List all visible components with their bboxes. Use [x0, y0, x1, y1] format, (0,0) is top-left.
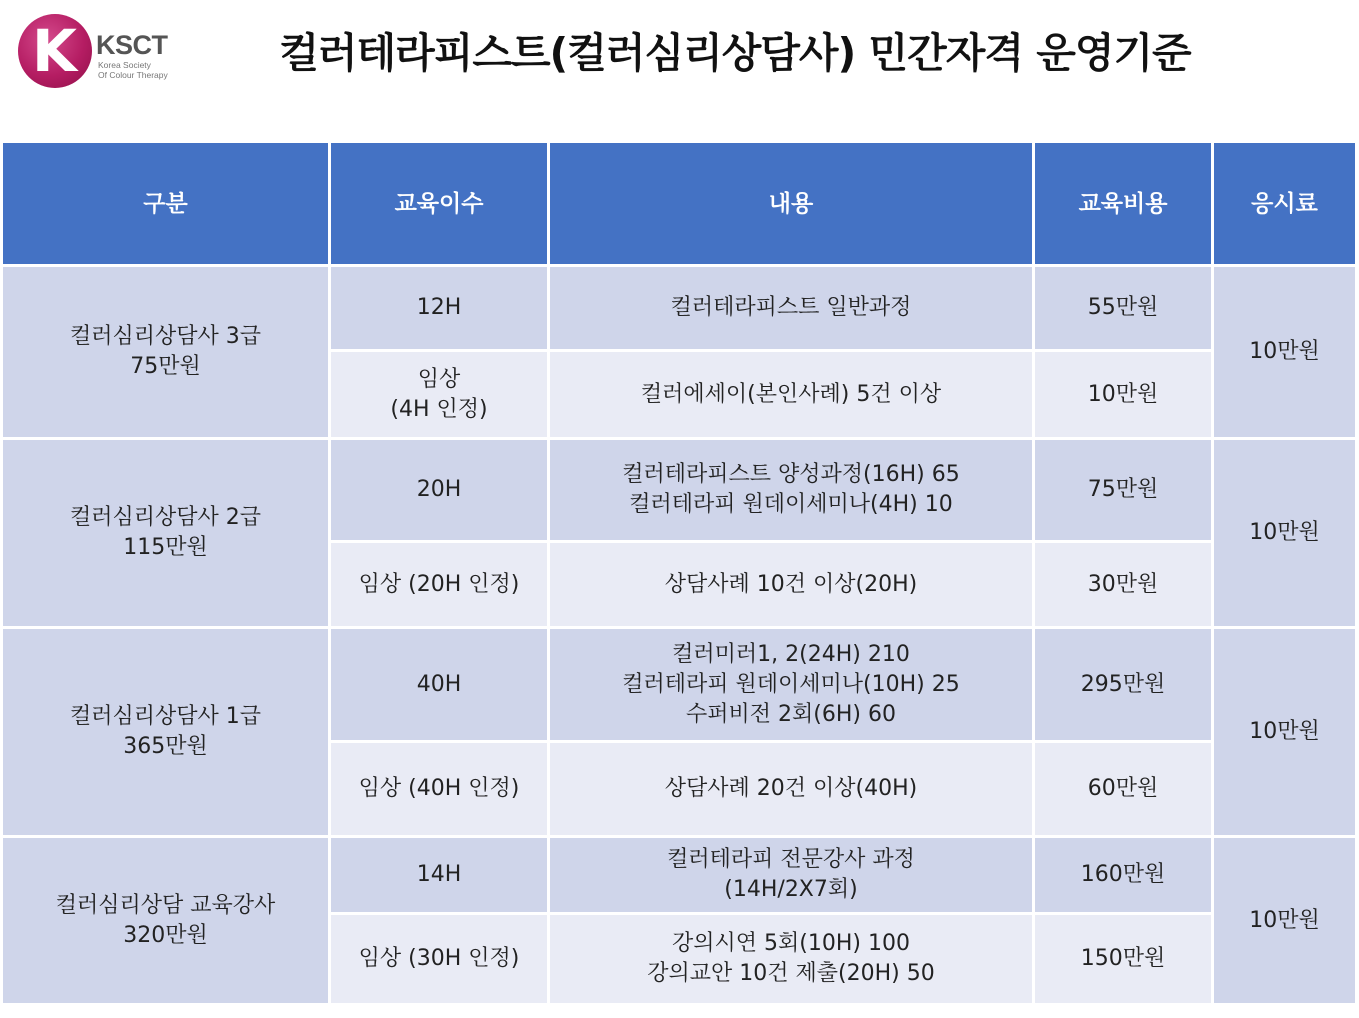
header-cost: 교육비용 — [1035, 143, 1211, 264]
cost-cell: 150만원 — [1035, 915, 1211, 1003]
education-text: 40H — [416, 671, 462, 697]
table-row — [3, 629, 1355, 740]
content-line: 컬러테라피 원데이세미나(10H) 25 — [622, 671, 960, 697]
content-line: 상담사례 10건 이상(20H) — [664, 571, 918, 597]
category-name: 컬러심리상담사 2급 — [69, 505, 261, 530]
education-text: 20H — [416, 477, 462, 502]
content-cell — [550, 352, 1032, 437]
logo-k-letter: K — [32, 17, 77, 85]
category-price: 75만원 — [130, 354, 201, 379]
cost-cell: 55만원 — [1035, 267, 1211, 349]
logo-subtitle-line: Of Colour Therapy — [98, 70, 168, 80]
header-education: 교육이수 — [331, 143, 547, 264]
qualification-table — [0, 140, 1358, 1006]
content-line: 컬러에세이(본인사례) 5건 이상 — [640, 381, 942, 407]
cost-cell: 160만원 — [1035, 838, 1211, 912]
content-line: 강의교안 10건 제출(20H) 50 — [647, 961, 935, 986]
content-cell — [550, 915, 1032, 1003]
education-cell — [331, 543, 547, 626]
table-row — [3, 440, 1355, 540]
exam-fee-cell: 10만원 — [1214, 838, 1355, 1003]
header-exam-fee: 응시료 — [1214, 143, 1355, 264]
education-text: 임상 (30H 인정) — [358, 946, 520, 971]
table-row — [3, 838, 1355, 912]
content-line: 상담사례 20건 이상(40H) — [664, 776, 918, 801]
education-text: (4H 인정) — [390, 396, 488, 422]
education-text: 임상 (20H 인정) — [358, 571, 520, 597]
logo-subtitle — [98, 60, 198, 80]
content-line: 컬러미러1, 2(24H) 210 — [672, 641, 910, 667]
content-line: (14H/2X7회) — [724, 877, 858, 902]
education-cell — [331, 915, 547, 1003]
education-text: 14H — [416, 862, 462, 887]
page-title: 컬러테라피스트(컬러심리상담사) 민간자격 운영기준 — [279, 29, 1191, 77]
cost-cell: 295만원 — [1035, 629, 1211, 740]
content-cell — [550, 440, 1032, 540]
category-name: 컬러심리상담 교육강사 — [55, 892, 276, 918]
logo-name: KSCT — [96, 30, 168, 60]
exam-fee-cell: 10만원 — [1214, 440, 1355, 626]
header-category: 구분 — [3, 143, 328, 264]
education-text: 12H — [416, 295, 462, 320]
header-row — [3, 143, 1355, 264]
category-cell — [3, 267, 328, 437]
category-name: 컬러심리상담사 1급 — [69, 704, 261, 729]
cost-cell: 75만원 — [1035, 440, 1211, 540]
exam-fee-cell: 10만원 — [1214, 267, 1355, 437]
education-cell — [331, 267, 547, 349]
category-cell — [3, 838, 328, 1003]
content-line: 수퍼비전 2회(6H) 60 — [686, 701, 896, 727]
content-line: 컬러테라피스트 양성과정(16H) 65 — [622, 462, 960, 487]
content-line: 컬러테라피스트 일반과정 — [670, 295, 912, 320]
content-line: 컬러테라피 전문강사 과정 — [667, 847, 915, 872]
exam-fee-cell: 10만원 — [1214, 629, 1355, 835]
content-line: 강의시연 5회(10H) 100 — [672, 931, 910, 956]
ksct-logo — [18, 12, 198, 92]
category-price: 115만원 — [123, 535, 208, 560]
cost-cell: 30만원 — [1035, 543, 1211, 626]
table-row — [3, 267, 1355, 349]
content-cell — [550, 267, 1032, 349]
education-cell — [331, 743, 547, 835]
category-price: 365만원 — [123, 734, 208, 759]
category-name: 컬러심리상담사 3급 — [69, 324, 261, 349]
content-cell — [550, 743, 1032, 835]
education-cell — [331, 629, 547, 740]
education-cell — [331, 352, 547, 437]
content-cell — [550, 543, 1032, 626]
content-cell — [550, 629, 1032, 740]
education-text: 임상 (40H 인정) — [358, 776, 520, 801]
category-cell — [3, 629, 328, 835]
education-cell — [331, 838, 547, 912]
education-text: 임상 — [417, 366, 461, 392]
content-cell — [550, 838, 1032, 912]
category-cell — [3, 440, 328, 626]
cost-cell: 10만원 — [1035, 352, 1211, 437]
content-line: 컬러테라피 원데이세미나(4H) 10 — [629, 492, 953, 517]
logo-subtitle-line: Korea Society — [98, 60, 151, 70]
cost-cell: 60만원 — [1035, 743, 1211, 835]
category-price: 320만원 — [123, 922, 208, 948]
header-content: 내용 — [550, 143, 1032, 264]
education-cell — [331, 440, 547, 540]
